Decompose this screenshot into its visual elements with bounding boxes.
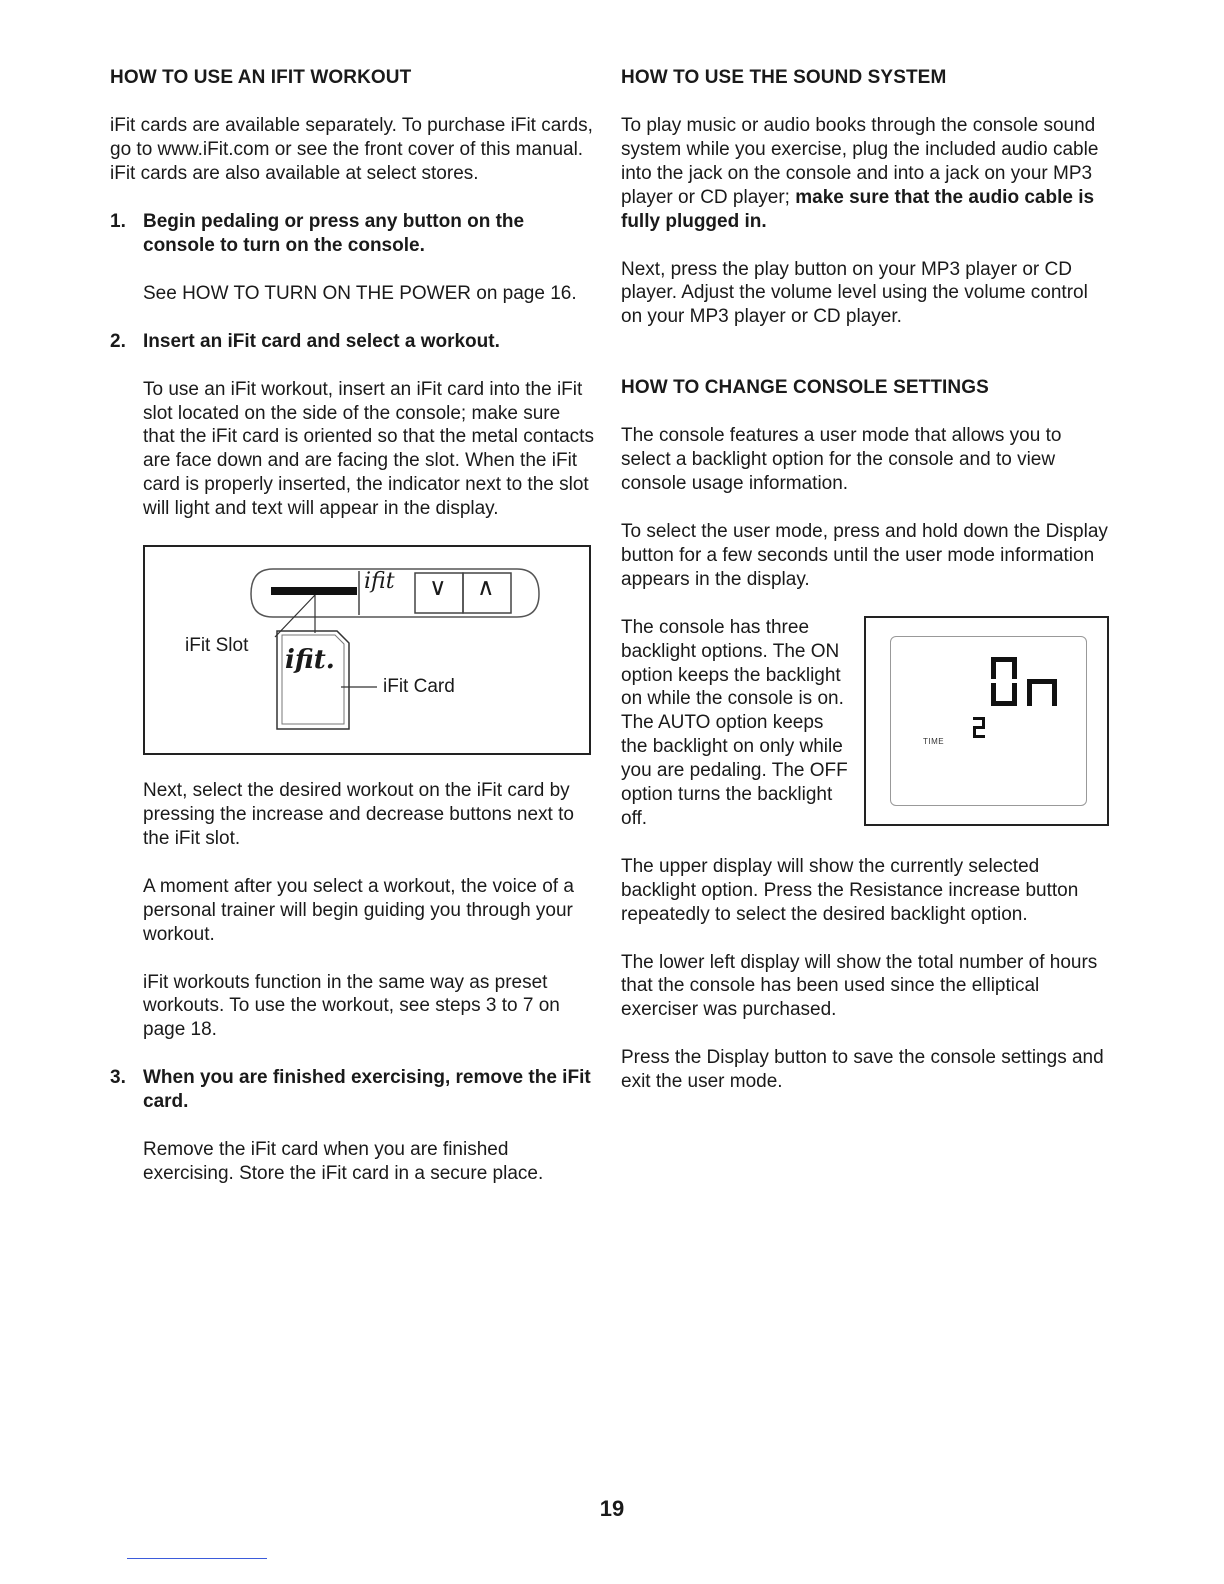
settings-paragraph-2: To select the user mode, press and hold down the Display button for a few seconds until the user mode information appears in the display. <box>621 520 1108 590</box>
step-2-paragraph: iFit workouts function in the same way as preset workouts. To use the workout, see steps 3 to 7 on page 18. <box>143 971 560 1041</box>
settings-paragraph-4: The upper display will show the currently selected backlight option. Press the Resistance increase button repeatedly to select the desired backlight option. <box>621 855 1079 925</box>
step-number: 1. <box>110 210 126 232</box>
step-3 <box>110 1066 596 1114</box>
step-2-paragraph: Next, select the desired workout on the iFit card by pressing the increase and decrease buttons next to the iFit slot. <box>143 780 574 849</box>
step-3-paragraph: Remove the iFit card when you are finished exercising. Store the iFit card in a secure place. <box>143 1139 544 1185</box>
settings-paragraph-3: The console has three backlight options. The ON option keeps the backlight on while the console is on. The AUTO option keeps the backlight on only while you are pedaling. The OFF option turns the backlight off. <box>621 616 848 829</box>
lcd-display <box>890 636 1087 806</box>
step-number: 3. <box>110 1067 126 1089</box>
ifit-workout-heading: HOW TO USE AN IFIT WORKOUT <box>110 67 412 88</box>
slot-bar <box>271 587 357 595</box>
step-title: Insert an iFit card and select a workout. <box>143 330 500 352</box>
step-1-paragraph: See HOW TO TURN ON THE POWER on page 16. <box>143 282 577 304</box>
left-column <box>110 66 596 1186</box>
upper-display-segments <box>991 657 1057 706</box>
step-2-paragraph: A moment after you select a workout, the voice of a personal trainer will begin guiding you through your workout. <box>143 875 574 945</box>
settings-paragraph-5: The lower left display will show the total number of hours that the console has been used since the elliptical exerciser was purchased. <box>621 951 1098 1021</box>
right-column <box>621 66 1109 1094</box>
increase-arrow-icon: ∧ <box>477 574 495 602</box>
step-title: Begin pedaling or press any button on the console to turn on the console. <box>143 210 525 256</box>
decrease-arrow-icon: ∨ <box>429 574 447 602</box>
lower-display-segments <box>973 717 985 738</box>
backlight-section <box>621 616 1109 831</box>
sound-p1-bold-text: make sure that the audio cable is fully plugged in. <box>621 186 1095 232</box>
sound-paragraph-1 <box>621 114 1109 234</box>
step-title: When you are finished exercising, remove the iFit card. <box>143 1067 591 1113</box>
ifit-logo-on-console: ifit <box>364 569 395 595</box>
ifit-card-label: iFit Card <box>383 676 455 698</box>
sound-paragraph-2: Next, press the play button on your MP3 player or CD player. Adjust the volume level using the volume control on your MP3 player or CD player. <box>621 258 1088 328</box>
lcd-digits <box>891 637 1086 805</box>
ifit-intro-paragraph: iFit cards are available separately. To purchase iFit cards, go to www.iFit.com or see the front cover of this manual. iFit cards are also available at select stores. <box>110 115 593 184</box>
step-2-paragraph: To use an iFit workout, insert an iFit card into the iFit slot located on the side of the console; make sure that the iFit card is oriented so that the metal contacts are face down and are facing the slot. When the iFit card is properly inserted, the indicator next to the slot will light and text will appear in the display. <box>143 378 594 520</box>
settings-paragraph-1: The console features a user mode that allows you to select a backlight option for the console and to view console usage information. <box>621 425 1062 495</box>
settings-paragraph-6: Press the Display button to save the console settings and exit the user mode. <box>621 1047 1104 1093</box>
sound-p1-text: To play music or audio books through the console sound system while you exercise, plug the included audio cable into the jack on the console and into a jack on your MP3 player or CD player; <box>621 115 1099 208</box>
page-number: 19 <box>599 1496 625 1521</box>
step-1 <box>110 210 596 258</box>
ifit-slot-label: iFit Slot <box>185 635 249 657</box>
ifit-logo-on-card: ifit. <box>285 645 335 676</box>
step-2 <box>110 330 596 354</box>
step-number: 2. <box>110 330 126 352</box>
time-label: TIME <box>923 736 945 746</box>
console-settings-heading: HOW TO CHANGE CONSOLE SETTINGS <box>621 377 989 399</box>
console-display-figure <box>864 616 1109 826</box>
sound-system-heading: HOW TO USE THE SOUND SYSTEM <box>621 67 947 88</box>
footer-divider <box>127 1558 267 1559</box>
ifit-slot-figure <box>143 545 591 755</box>
